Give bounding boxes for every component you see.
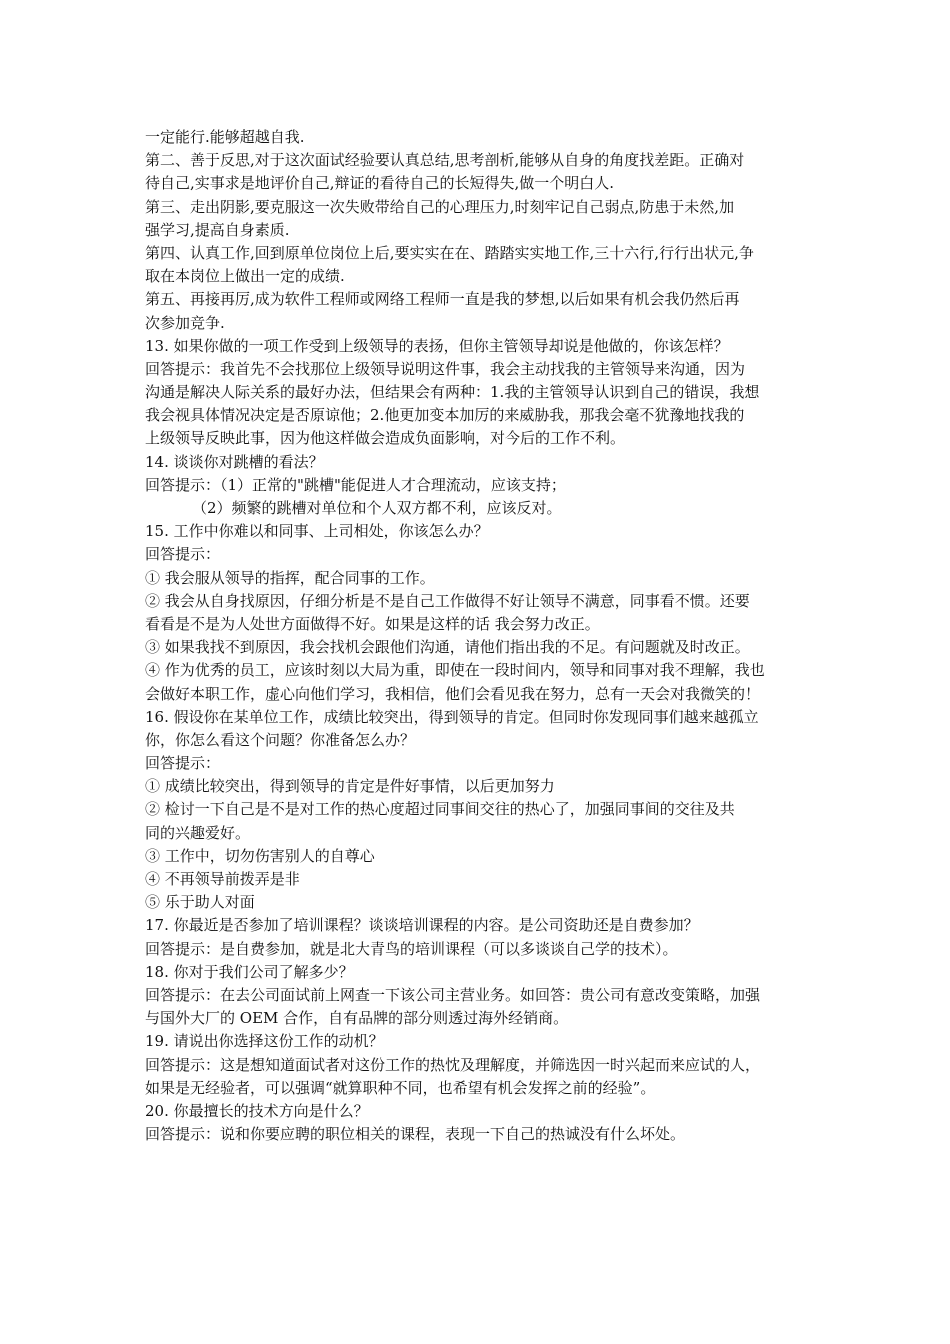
text-line: （2）频繁的跳槽对单位和个人双方都不利，应该反对。: [192, 499, 562, 517]
text-line: 回答提示：（1）正常的"跳槽"能促进人才合理流动，应该支持；: [145, 475, 566, 494]
text-line: ④ 不再领导前拨弄是非: [145, 870, 300, 888]
text-line: 16. 假设你在某单位工作，成绩比较突出，得到领导的肯定。但同时你发现同事们越来越孤立: [145, 707, 759, 726]
text-line: 回答提示：在去公司面试前上网查一下该公司主营业务。如回答：贵公司有意改变策略，加强: [145, 985, 761, 1004]
text-line: 与国外大厂的 OEM 合作，自有品牌的部分则透过海外经销商。: [145, 1009, 569, 1028]
text-line: 回答提示：说和你要应聘的职位相关的课程，表现一下自己的热诚没有什么坏处。: [145, 1125, 686, 1144]
text-line: ③ 如果我找不到原因，我会找机会跟他们沟通，请他们指出我的不足。有问题就及时改正。: [145, 638, 750, 657]
text-line: 13. 如果你做的一项工作受到上级领导的表扬，但你主管领导却说是他做的，你该怎样？: [145, 336, 729, 355]
text-line: ① 成绩比较突出，得到领导的肯定是件好事情，以后更加努力: [145, 777, 555, 796]
text-line: 第二、善于反思,对于这次面试经验要认真总结,思考剖析,能够从自身的角度找差距。正确对: [145, 151, 745, 170]
text-line: 17. 你最近是否参加了培训课程？谈谈培训课程的内容。是公司资助还是自费参加？: [145, 916, 699, 935]
text-line: 第三、走出阴影,要克服这一次失败带给自己的心理压力,时刻牢记自己弱点,防患于未然,加: [145, 197, 735, 216]
text-line: 看看是不是为人处世方面做得不好。如果是这样的话 我会努力改正。: [145, 614, 600, 633]
text-line: 待自己,实事求是地评价自己,辩证的看待自己的长短得失,做一个明白人.: [145, 174, 615, 193]
text-line: 20. 你最擅长的技术方向是什么？: [145, 1101, 369, 1120]
text-line: 你，你怎么看这个问题？你准备怎么办？: [145, 730, 416, 749]
text-line: 回答提示：我首先不会找那位上级领导说明这件事，我会主动找我的主管领导来沟通，因为: [145, 359, 746, 378]
text-line: 回答提示：: [145, 754, 221, 773]
document-body: [145, 126, 813, 1146]
text-line: ④ 作为优秀的员工，应该时刻以大局为重，即使在一段时间内，领导和同事对我不理解，我也: [145, 661, 765, 680]
text-line: 强学习,提高自身素质.: [145, 220, 290, 239]
text-line: 回答提示：这是想知道面试者对这份工作的热忱及理解度，并筛选因一时兴起而来应试的人，: [145, 1055, 761, 1074]
text-line: 15. 工作中你难以和同事、上司相处，你该怎么办？: [145, 522, 489, 541]
text-line: 第四、认真工作,回到原单位岗位上后,要实实在在、踏踏实实地工作,三十六行,行行出状元,争: [145, 243, 754, 262]
text-line: 我会视具体情况决定是否原谅他；2.他更加变本加厉的来威胁我，那我会毫不犹豫地找我的: [145, 406, 745, 425]
text-line: 上级领导反映此事，因为他这样做会造成负面影响，对今后的工作不利。: [145, 429, 626, 448]
text-line: 一定能行.能够超越自我.: [145, 128, 305, 146]
text-line: 18. 你对于我们公司了解多少？: [145, 962, 354, 981]
text-line: 次参加竞争.: [145, 313, 225, 332]
text-line: ③ 工作中，切勿伤害别人的自尊心: [145, 846, 375, 865]
text-line: 会做好本职工作，虚心向他们学习，我相信，他们会看见我在努力，总有一天会对我微笑的！: [145, 684, 761, 703]
text-line: 沟通是解决人际关系的最好办法，但结果会有两种：1.我的主管领导认识到自己的错误，我想: [145, 383, 760, 402]
text-line: ① 我会服从领导的指挥，配合同事的工作。: [145, 568, 435, 587]
text-line: 取在本岗位上做出一定的成绩.: [145, 267, 345, 286]
text-line: ② 检讨一下自己是不是对工作的热心度超过同事间交往的热心了，加强同事间的交往及共: [145, 800, 735, 819]
text-line: 第五、再接再厉,成为软件工程师或网络工程师一直是我的梦想,以后如果有机会我仍然后再: [145, 290, 740, 309]
text-line: 回答提示：: [145, 545, 221, 564]
text-line: ⑤ 乐于助人对面: [145, 893, 255, 912]
text-line: 如果是无经验者，可以强调“就算职种不同，也希望有机会发挥之前的经验”。: [145, 1078, 656, 1097]
text-line: 14. 谈谈你对跳槽的看法？: [145, 452, 324, 471]
text-line: 19. 请说出你选择这份工作的动机？: [145, 1032, 384, 1051]
text-line: 同的兴趣爱好。: [145, 823, 251, 842]
text-line: 回答提示：是自费参加，就是北大青鸟的培训课程（可以多谈谈自己学的技术）。: [145, 939, 678, 958]
text-line: ② 我会从自身找原因，仔细分析是不是自己工作做得不好让领导不满意，同事看不惯。还要: [145, 591, 750, 610]
